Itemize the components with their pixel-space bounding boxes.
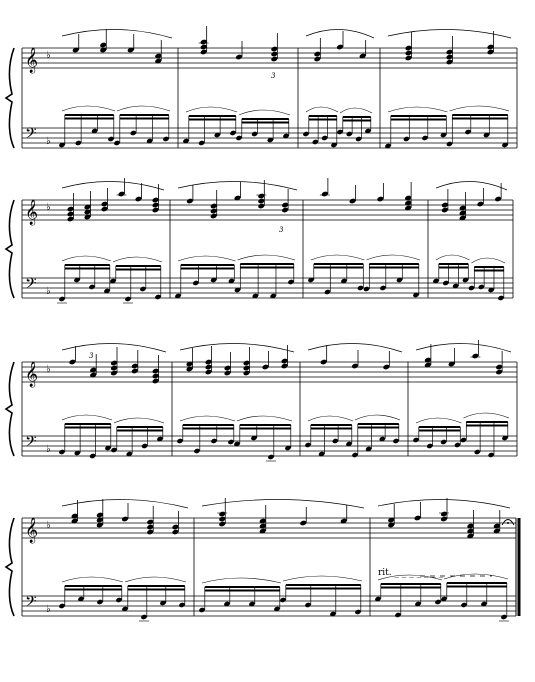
slur	[450, 106, 510, 111]
slur	[237, 416, 292, 421]
flat-sign: ♭	[46, 202, 51, 213]
flat-sign: ♭	[46, 364, 51, 375]
slur	[416, 418, 462, 423]
ritardando-marking: rit. _ _ _ _ _ _ _	[378, 568, 444, 578]
flat-sign: ♭	[46, 520, 51, 531]
brace	[6, 48, 14, 148]
slur	[125, 577, 186, 582]
slur	[238, 255, 296, 260]
slur	[436, 181, 507, 190]
triplet-mark: 3	[271, 72, 276, 80]
flat-sign: ♭	[46, 50, 51, 61]
slur	[62, 499, 188, 508]
slur	[178, 181, 297, 190]
slur	[202, 578, 281, 583]
slur	[178, 256, 236, 261]
brace	[6, 362, 14, 456]
slur	[117, 106, 170, 111]
slur	[202, 499, 364, 508]
slur	[388, 107, 448, 112]
slur	[472, 258, 506, 263]
slur	[340, 108, 372, 113]
slur	[62, 415, 112, 420]
triplet-mark: 3	[279, 226, 284, 234]
slur	[367, 255, 421, 260]
slur	[378, 499, 510, 508]
brace	[6, 518, 14, 616]
slur	[114, 418, 164, 423]
slur	[113, 257, 162, 262]
slur	[355, 415, 400, 420]
brace	[6, 200, 14, 298]
triplet-mark: 3	[89, 352, 94, 360]
treble-clef-icon: 𝄞	[25, 48, 39, 73]
slur	[283, 576, 362, 581]
fermata-dot	[507, 522, 509, 524]
slur	[180, 416, 235, 421]
bass-clef-icon: 𝄢	[25, 593, 37, 614]
slur	[62, 181, 164, 190]
bass-clef-icon: 𝄢	[25, 433, 37, 454]
flat-sign: ♭	[46, 444, 51, 455]
slur	[416, 343, 511, 352]
slur	[388, 29, 511, 38]
slur	[180, 343, 294, 352]
slur	[62, 577, 123, 582]
slur	[306, 29, 374, 38]
slur	[308, 416, 353, 421]
slur	[62, 343, 166, 352]
slur	[311, 255, 365, 260]
flat-sign: ♭	[46, 286, 51, 297]
slur	[62, 256, 111, 261]
treble-clef-icon: 𝄞	[25, 518, 39, 543]
slur	[444, 574, 508, 579]
flat-sign: ♭	[46, 604, 51, 615]
treble-clef-icon: 𝄞	[25, 200, 39, 225]
treble-clef-icon: 𝄞	[25, 362, 39, 387]
slur	[308, 343, 402, 352]
bass-clef-icon: 𝄢	[25, 275, 37, 296]
slur	[306, 107, 338, 112]
bass-clef-icon: 𝄢	[25, 125, 37, 146]
slur	[464, 413, 510, 418]
slur	[62, 106, 115, 111]
flat-sign: ♭	[46, 136, 51, 147]
slur	[239, 110, 290, 115]
slur	[436, 255, 470, 260]
slur	[186, 107, 237, 112]
